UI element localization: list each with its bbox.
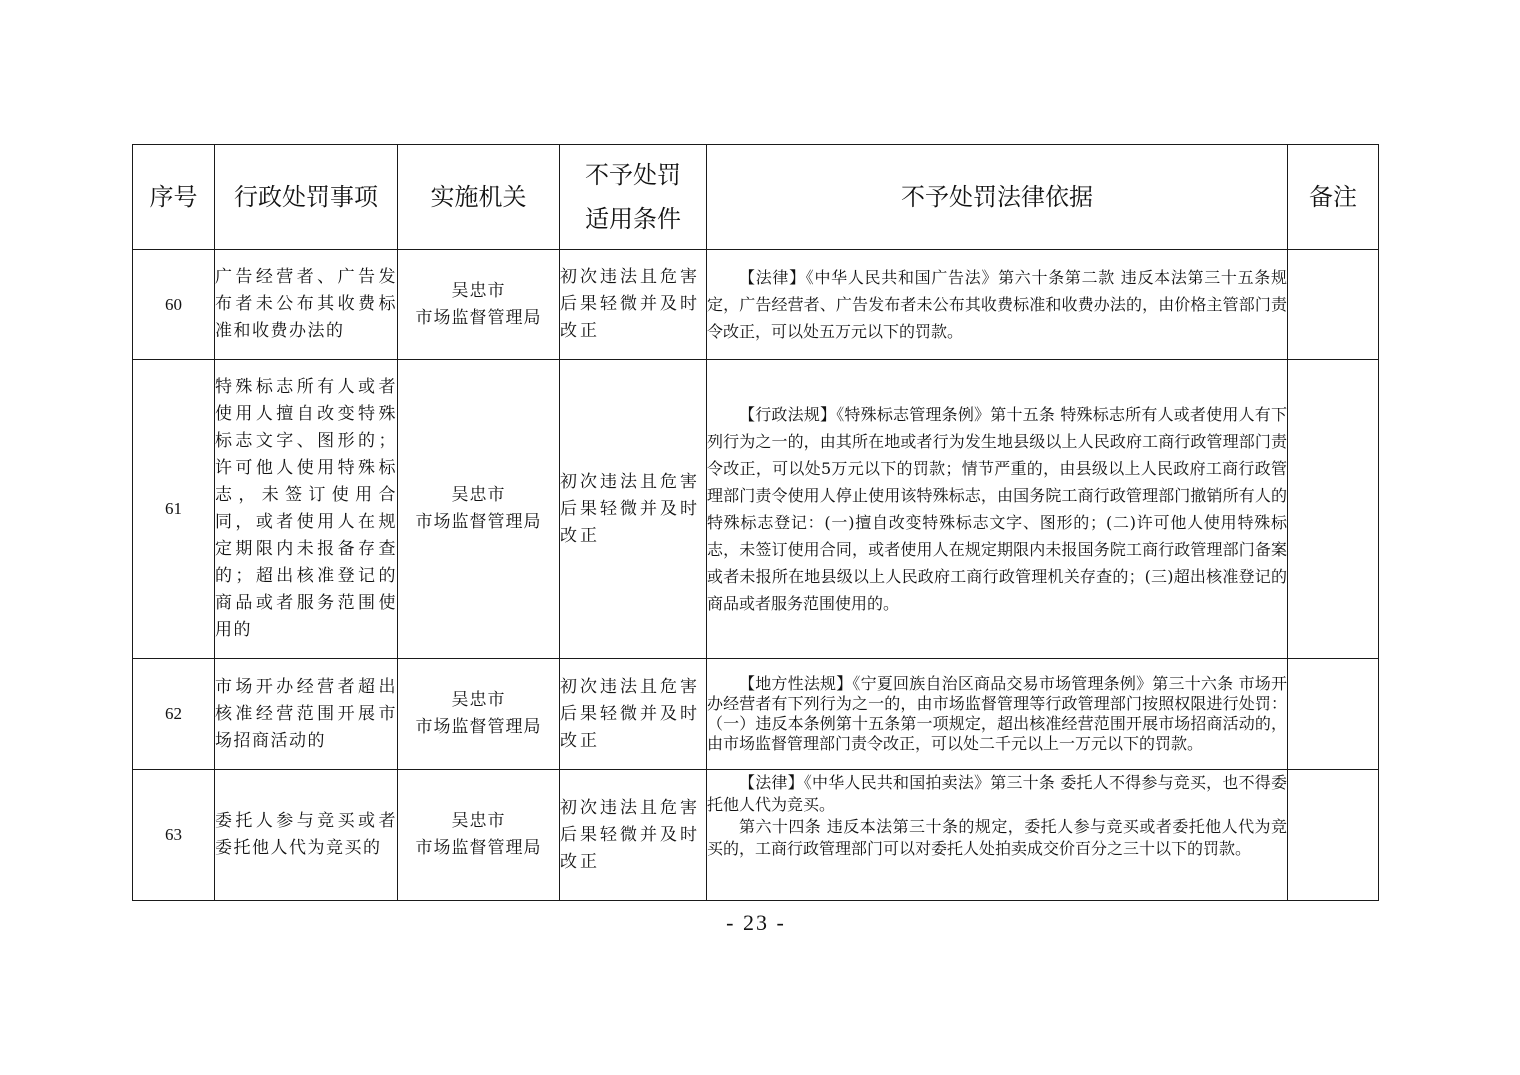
row-condition: 初次违法且危害后果轻微并及时改正 [560,770,707,901]
table-row [133,659,1379,770]
row-item: 市场开办经营者超出核准经营范围开展市场招商活动的 [215,659,398,770]
page-number: - 23 - [726,910,786,935]
row-agency-line2: 市场监督管理局 [415,717,542,737]
row-note [1288,250,1379,360]
row-condition: 初次违法且危害后果轻微并及时改正 [560,360,707,659]
row-agency [398,360,560,659]
row-agency-line1: 吴忠市 [451,690,506,710]
row-condition: 初次违法且危害后果轻微并及时改正 [560,659,707,770]
row-agency [398,770,560,901]
table-row [133,250,1379,360]
row-basis [707,659,1288,770]
row-agency-line1: 吴忠市 [451,280,506,301]
row-basis-text-2: 第六十四条 违反本法第三十条的规定，委托人参与竞买或者委托他人代为竞买的，工商行政管理部门可以对委托人处拍卖成交价百分之三十以下的罚款。 [707,817,1287,858]
row-condition: 初次违法且危害后果轻微并及时改正 [560,250,707,360]
row-basis-text: 【地方性法规】《宁夏回族自治区商品交易市场管理条例》第三十六条 市场开办经营者有下列行为之一的，由市场监督管理等行政管理部门按照权限进行处罚：（一）违反本条例第十五条第一项规定，超出核准经营范围开展市场招商活动的，由市场监督管理部门责令改正，可以处二千元以上一万元以下的罚款。 [707,674,1287,753]
header-item: 行政处罚事项 [215,145,398,250]
row-no: 62 [133,659,215,770]
row-basis-text: 【法律】《中华人民共和国广告法》第六十条第二款 违反本法第三十五条规定，广告经营者、广告发布者未公布其收费标准和收费办法的，由价格主管部门责令改正，可以处五万元以下的罚款。 [707,268,1287,341]
row-note [1288,360,1379,659]
row-agency [398,250,560,360]
table-row [133,360,1379,659]
header-no: 序号 [133,145,215,250]
table-row [133,770,1379,901]
row-basis [707,770,1288,901]
row-no: 63 [133,770,215,901]
row-agency-line2: 市场监督管理局 [415,307,542,328]
row-agency-line2: 市场监督管理局 [415,838,542,858]
header-condition [560,145,707,250]
row-basis-text: 【法律】《中华人民共和国拍卖法》第三十条 委托人不得参与竞买，也不得委托他人代为竞买。 [707,773,1287,814]
row-agency-line1: 吴忠市 [451,485,506,505]
row-no: 61 [133,360,215,659]
row-agency-line2: 市场监督管理局 [415,512,542,532]
row-item: 广告经营者、广告发布者未公布其收费标准和收费办法的 [215,250,398,360]
table-header-row [133,145,1379,250]
header-condition-line1: 不予处罚 [585,161,681,189]
header-note: 备注 [1288,145,1379,250]
row-basis [707,250,1288,360]
header-agency: 实施机关 [398,145,560,250]
row-item: 委托人参与竞买或者委托他人代为竞买的 [215,770,398,901]
row-no: 60 [133,250,215,360]
row-note [1288,770,1379,901]
row-agency-line1: 吴忠市 [451,811,506,831]
row-basis-text: 【行政法规】《特殊标志管理条例》第十五条 特殊标志所有人或者使用人有下列行为之一的，由其所在地或者行为发生地县级以上人民政府工商行政管理部门责令改正，可以处5万元以下的罚款；情节严重的，由县级以上人民政府工商行政管理部门责令使用人停止使用该特殊标志，由国务院工商行政管理部门撤销所有人的特殊标志登记：(一)擅自改变特殊标志文字、图形的；(二)许可他人使用特殊标志，未签订使用合同，或者使用人在规定期限内未报国务院工商行政管理部门备案或者未报所在地县级以上人民政府工商行政管理机关存查的；(三)超出核准登记的商品或者服务范围使用的。 [707,405,1287,613]
penalty-table [132,144,1379,901]
row-basis [707,360,1288,659]
row-item: 特殊标志所有人或者使用人擅自改变特殊标志文字、图形的；许可他人使用特殊标志，未签订使用合同，或者使用人在规定期限内未报备存查的；超出核准登记的商品或者服务范围使用的 [215,360,398,659]
header-basis: 不予处罚法律依据 [707,145,1288,250]
row-note [1288,659,1379,770]
row-agency [398,659,560,770]
header-condition-line2: 适用条件 [585,205,681,233]
